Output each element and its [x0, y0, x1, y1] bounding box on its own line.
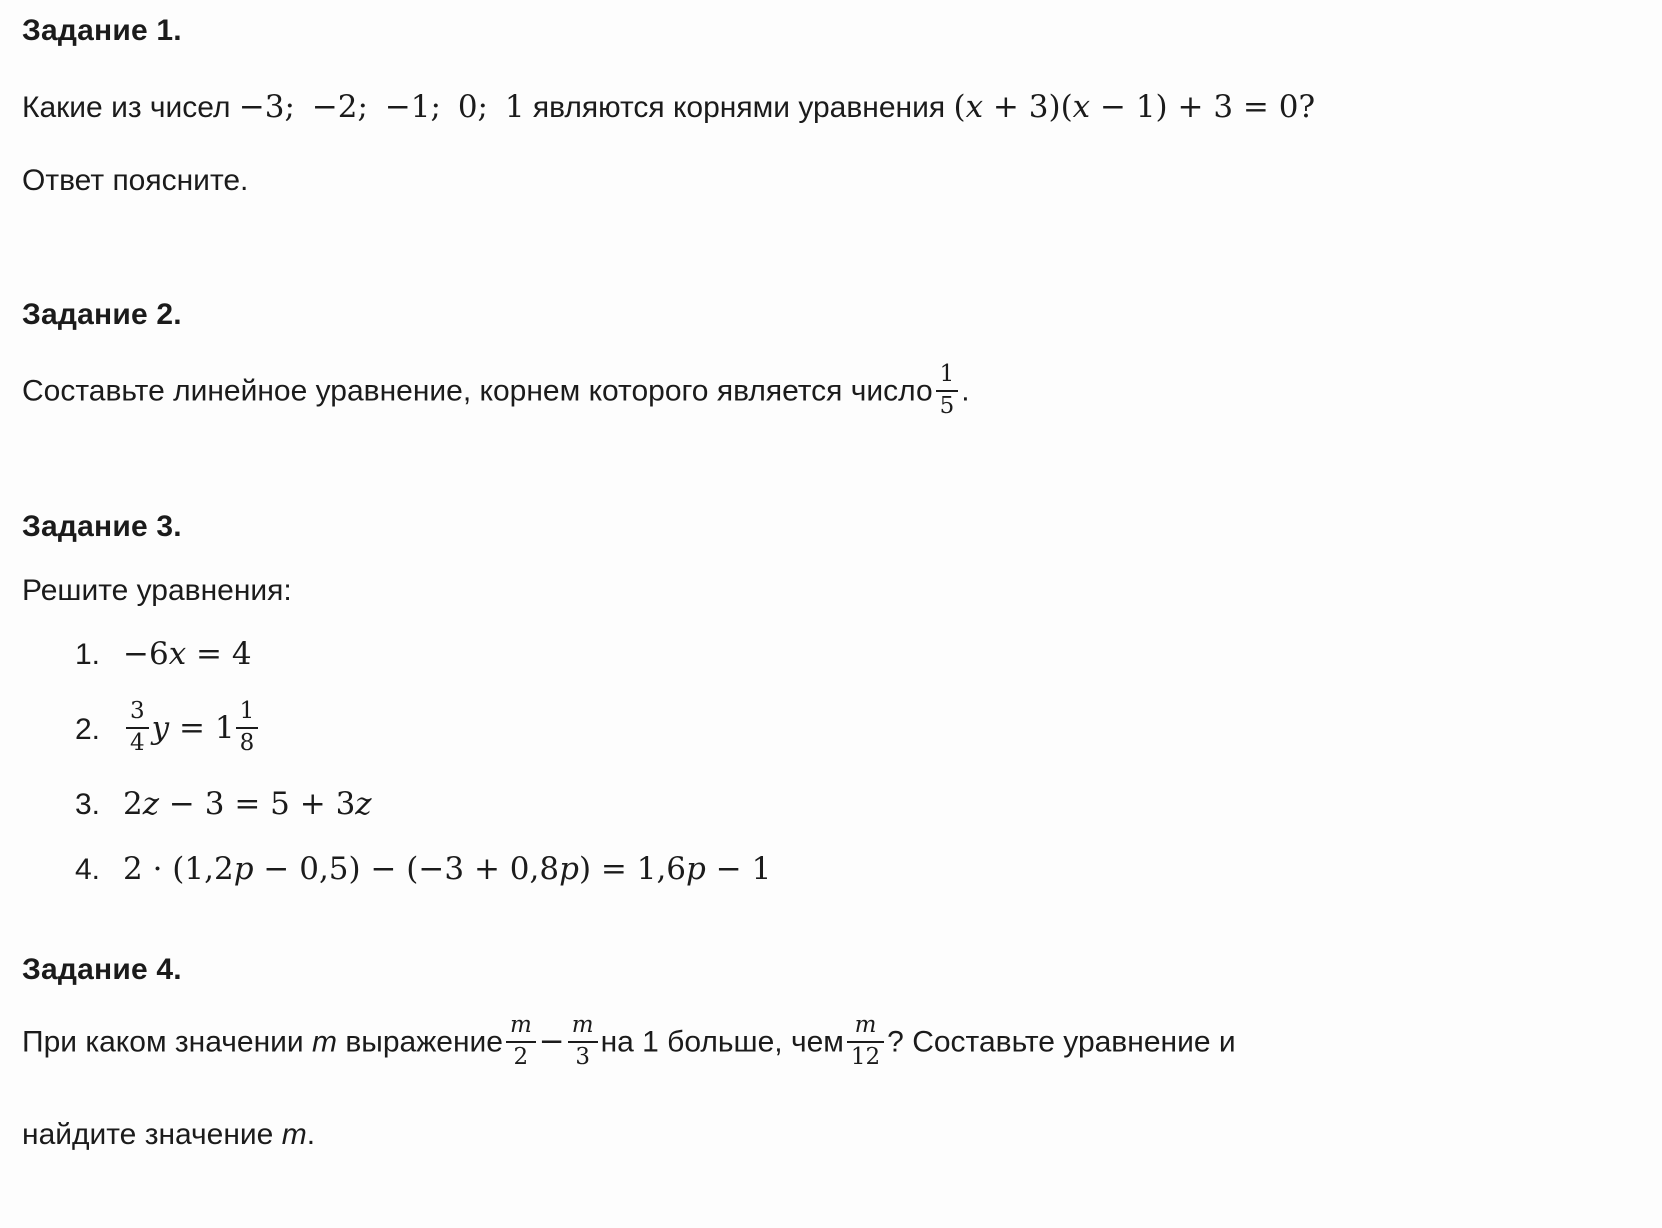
task1-question [22, 88, 1638, 127]
minus-sign: − [538, 1023, 565, 1060]
task2-title: Задание 2. [22, 297, 182, 331]
task2-question [22, 363, 1638, 422]
fraction-denominator: 3 [575, 1043, 590, 1070]
fraction-denominator: 8 [239, 729, 255, 756]
equation-2 [123, 700, 261, 759]
equation-3: 2z − 3 = 5 + 3z [123, 786, 372, 823]
fraction-m-over-3 [568, 1012, 598, 1071]
fraction-numerator: 1 [936, 361, 959, 392]
task3-title: Задание 3. [22, 510, 182, 544]
fraction-numerator: 1 [236, 698, 259, 729]
list-item-number: 2. [75, 713, 101, 747]
task4-title: Задание 4. [22, 952, 182, 986]
fraction-numerator: 3 [126, 698, 149, 729]
task4-question [22, 1014, 1638, 1073]
list-item-number: 4. [75, 852, 101, 886]
task1-title: Задание 1. [22, 14, 182, 47]
task1-question-mid: являются корнями уравнения [524, 90, 954, 124]
fraction-numerator: m [847, 1012, 884, 1043]
equation-4: 2 · (1,2p − 0,5) − (−3 + 0,8p) = 1,6p − 1 [123, 851, 772, 888]
task2-period: . [961, 374, 970, 408]
equation-list [75, 635, 1638, 888]
task1-number-list: −3; −2; −1; 0; 1 [238, 88, 525, 125]
list-item-number: 3. [75, 788, 101, 821]
task1-equation: (x + 3)(x − 1) + 3 = 0? [953, 88, 1316, 125]
list-item-3 [75, 785, 1638, 824]
task1-question-pre: Какие из чисел [22, 90, 239, 124]
variable-y: y [151, 710, 170, 747]
task4-question-mid: на 1 больше, чем [600, 1025, 844, 1059]
fraction-denominator: 12 [850, 1043, 881, 1070]
list-item-2 [75, 700, 1638, 759]
fraction-denominator: 4 [130, 729, 145, 756]
fraction-denominator: 5 [939, 392, 955, 419]
task1-followup: Ответ поясните. [22, 164, 249, 198]
list-item-1 [75, 635, 1638, 674]
fraction-denominator: 2 [513, 1043, 529, 1070]
fraction-m-over-2 [506, 1012, 536, 1071]
task4-question-pre: При каком значении m выражение [22, 1025, 503, 1059]
list-item-number: 1. [75, 638, 101, 672]
fraction-m-over-12 [847, 1012, 884, 1071]
list-item-4 [75, 850, 1638, 889]
task4-question-post: ? Составьте уравнение и [887, 1025, 1236, 1059]
task4-question-line2: найдите значение m. [22, 1117, 316, 1151]
fraction-numerator: m [506, 1012, 536, 1043]
equation-2-middle: = 1 [169, 710, 235, 747]
fraction-one-fifth [936, 361, 959, 420]
fraction-three-quarters [126, 698, 149, 757]
equation-1: −6x = 4 [123, 636, 252, 673]
fraction-one-eighth [236, 698, 259, 757]
fraction-numerator: m [568, 1012, 598, 1043]
task2-question-text: Составьте линейное уравнение, корнем которого является число [22, 374, 933, 408]
task3-intro: Решите уравнения: [22, 573, 292, 607]
